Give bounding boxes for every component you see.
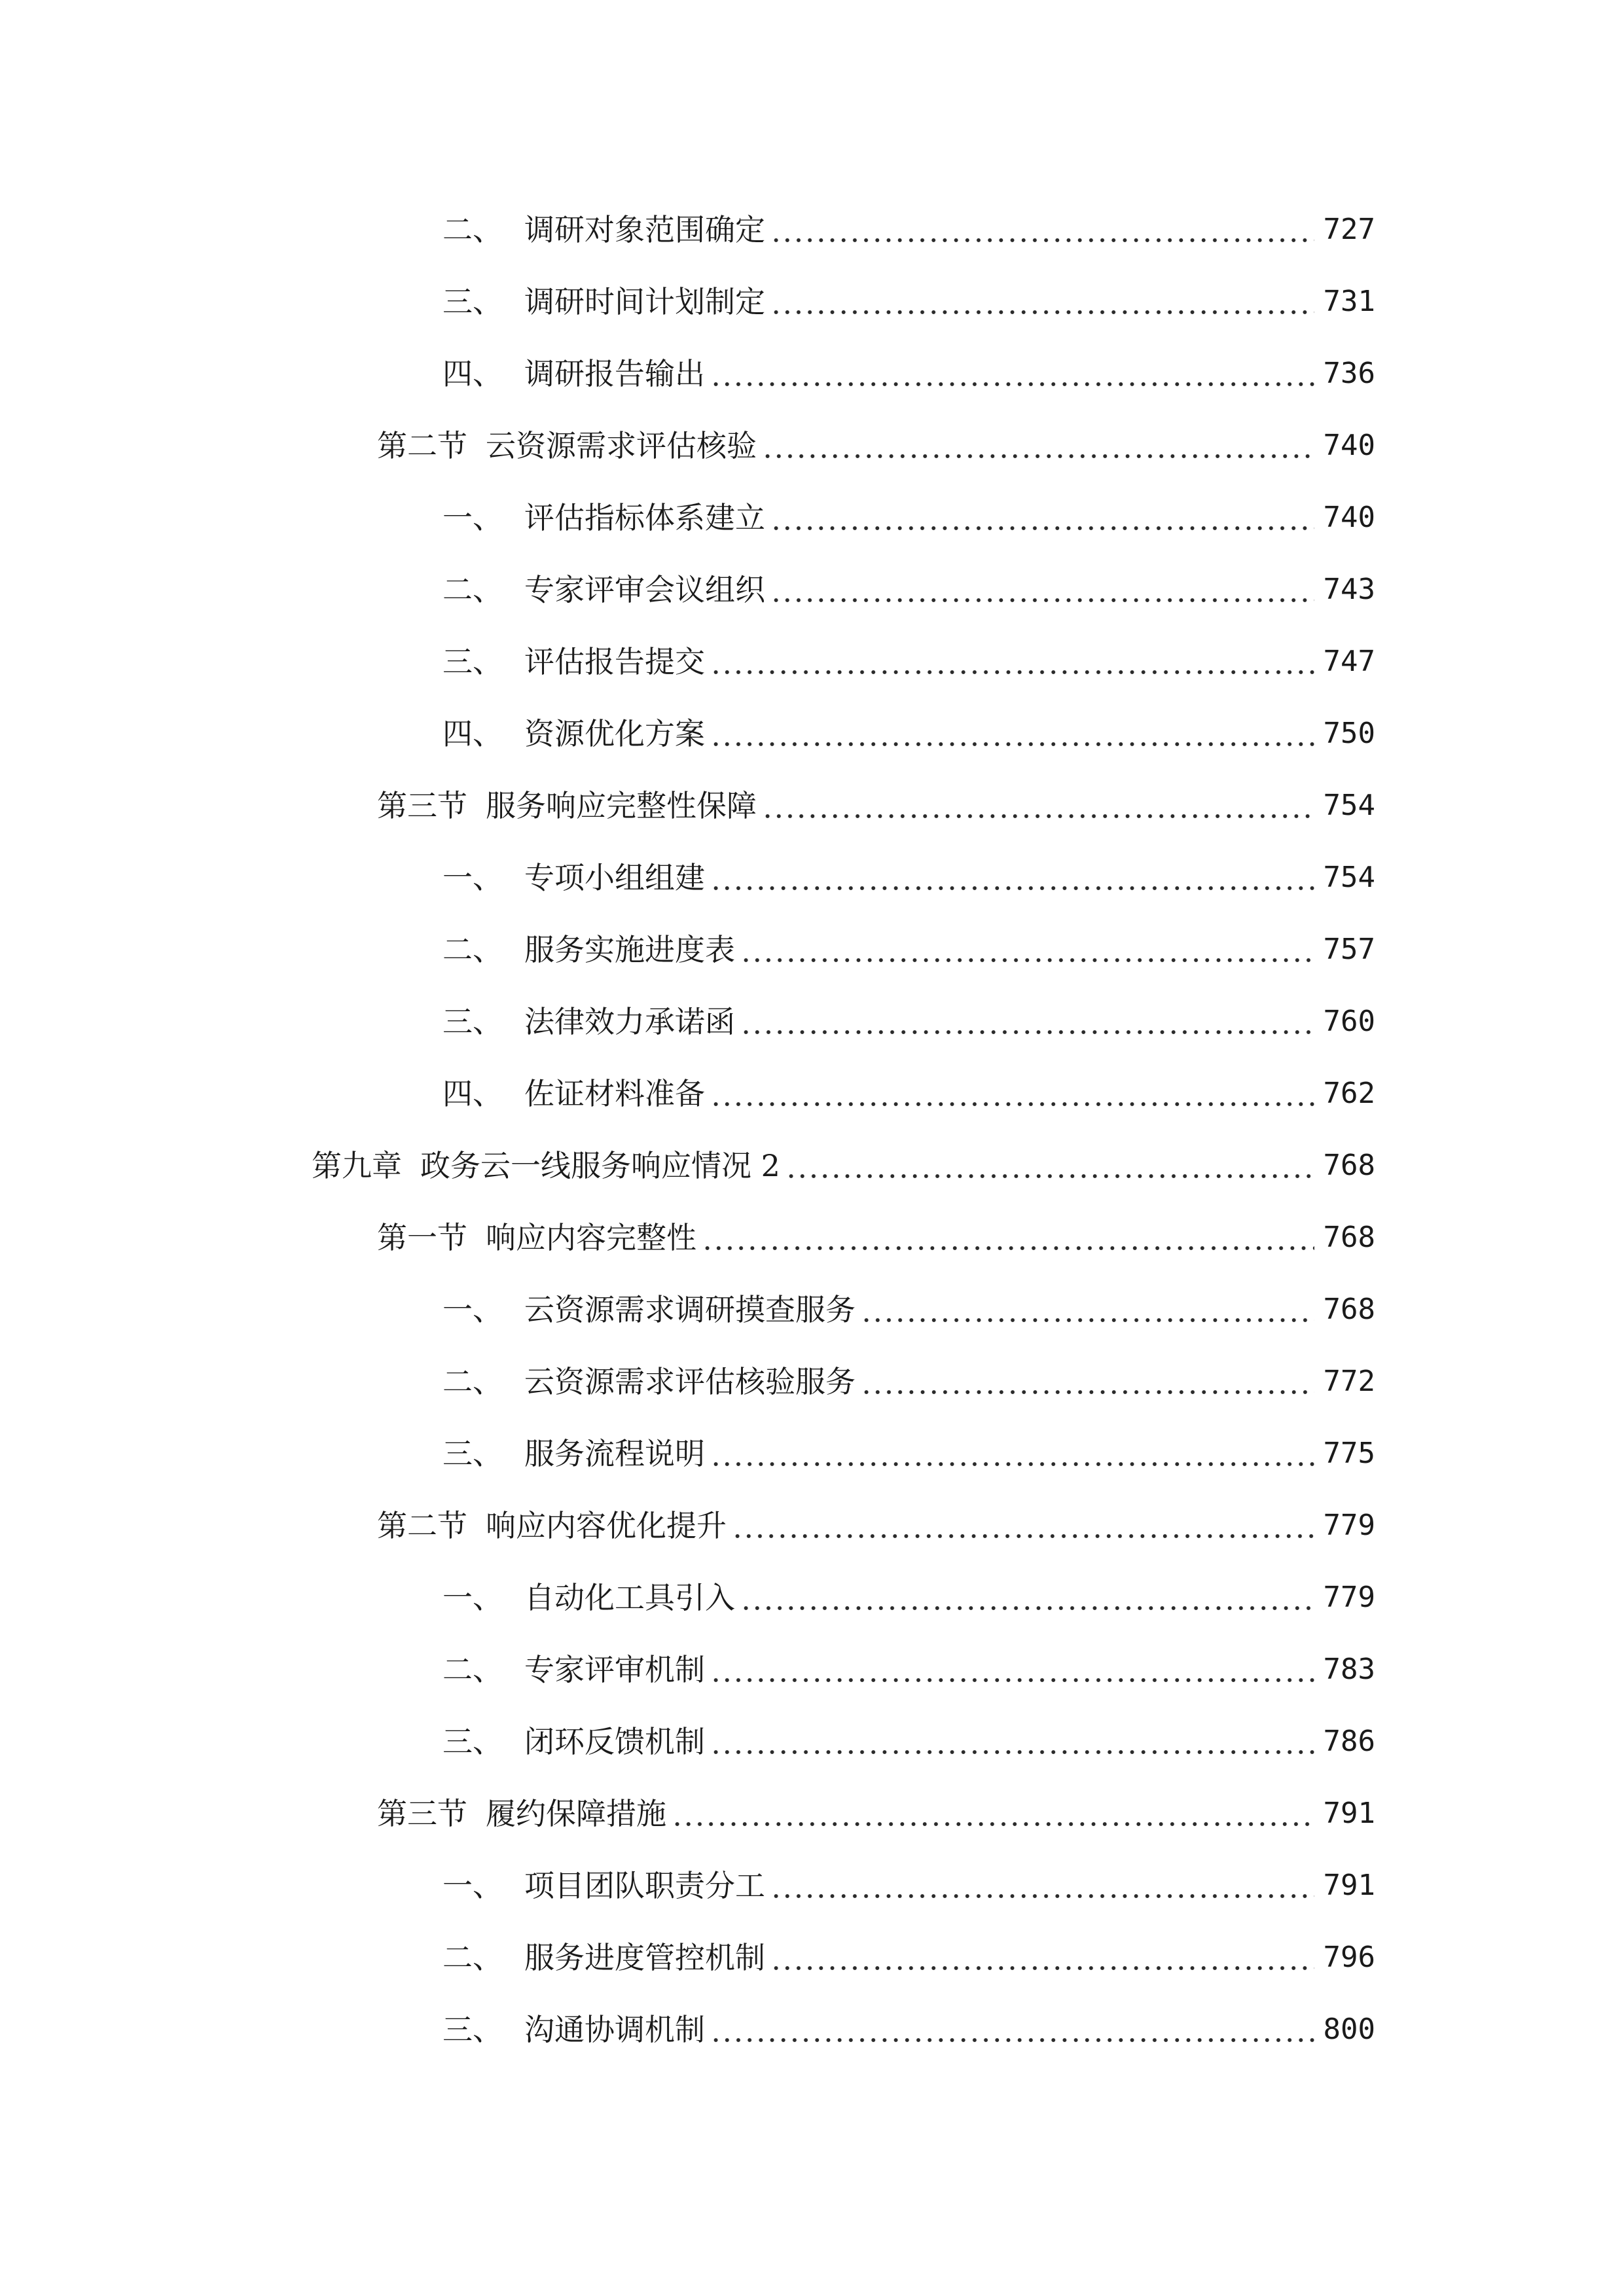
toc-entry-page: 731 [1323,285,1375,318]
toc-entry[interactable] [377,1503,1375,1549]
toc-entry-page: 736 [1323,357,1375,390]
toc-entry[interactable] [377,1215,1375,1261]
toc-entry-number: 三、 [442,644,503,679]
toc-entry-title: 资源优化方案 [524,716,705,751]
dot-leader [740,1575,1314,1621]
toc-entry-title: 调研时间计划制定 [524,284,765,319]
toc-entry-title: 法律效力承诺函 [524,1004,735,1039]
toc-entry-number: 二、 [442,572,503,607]
toc-entry-number: 三、 [442,1436,503,1471]
dot-leader [710,711,1314,757]
toc-entry-page: 740 [1323,501,1375,534]
dot-leader [770,567,1314,613]
toc-entry-number: 四、 [442,1076,503,1111]
toc-entry-title: 服务进度管控机制 [524,1940,765,1975]
toc-entry-title: 响应内容优化提升 [486,1508,727,1543]
dot-leader [710,2007,1314,2053]
toc-entry[interactable] [442,1863,1375,1909]
toc-entry-title: 调研报告输出 [524,356,705,391]
toc-entry-title: 调研对象范围确定 [524,212,765,247]
toc-entry-number: 三、 [442,284,503,319]
toc-entry[interactable] [442,2007,1375,2053]
toc-entry-number: 二、 [442,932,503,967]
toc-entry-page: 768 [1323,1221,1375,1254]
toc-entry-page: 796 [1323,1941,1375,1974]
toc-entry-title: 云资源需求评估核验 [486,428,757,463]
toc-entry-number: 二、 [442,1940,503,1975]
dot-leader [762,423,1314,469]
toc-entry[interactable] [377,783,1375,829]
dot-leader [785,1143,1314,1189]
dot-leader [770,207,1314,253]
toc-entry-number: 四、 [442,716,503,751]
toc-entry-page: 800 [1323,2013,1375,2046]
toc-entry-page: 743 [1323,573,1375,606]
toc-entry-number: 一、 [442,1580,503,1615]
toc-entry-page: 750 [1323,717,1375,750]
dot-leader [710,639,1314,685]
toc-entry-number: 一、 [442,1868,503,1903]
toc-entry-number: 第九章 [312,1148,402,1183]
toc-entry-title: 服务响应完整性保障 [486,788,757,823]
toc-entry[interactable] [442,1935,1375,1981]
toc-entry[interactable] [442,711,1375,757]
dot-leader [770,279,1314,325]
toc-entry-page: 772 [1323,1365,1375,1398]
toc-entry[interactable] [442,1359,1375,1405]
dot-leader [710,1431,1314,1477]
toc-entry-page: 740 [1323,429,1375,462]
toc-entry-number: 第二节 [377,428,467,463]
toc-entry-title: 专家评审会议组织 [524,572,765,607]
dot-leader [710,351,1314,397]
toc-entry-page: 783 [1323,1653,1375,1686]
toc-entry-title: 云资源需求调研摸查服务 [524,1292,856,1327]
toc-entry-number: 一、 [442,500,503,535]
dot-leader [702,1215,1314,1261]
toc-entry[interactable] [442,927,1375,973]
toc-entry-number: 第三节 [377,788,467,823]
dot-leader [861,1287,1314,1333]
toc-entry[interactable] [377,1791,1375,1837]
toc-entry[interactable] [442,1287,1375,1333]
dot-leader [740,999,1314,1045]
toc-entry[interactable] [442,1719,1375,1765]
toc-entry-page: 754 [1323,861,1375,894]
toc-entry[interactable] [442,351,1375,397]
toc-entry-title: 评估报告提交 [524,644,705,679]
toc-entry-page: 779 [1323,1581,1375,1614]
dot-leader [770,495,1314,541]
toc-entry-number: 第一节 [377,1220,467,1255]
toc-entry-page: 775 [1323,1437,1375,1470]
dot-leader [710,1071,1314,1117]
toc-entry-page: 768 [1323,1149,1375,1182]
toc-entry-page: 762 [1323,1077,1375,1110]
toc-entry-title: 政务云一线服务响应情况 2 [420,1148,780,1183]
dot-leader [770,1863,1314,1909]
toc-entry[interactable] [442,1647,1375,1693]
toc-entry[interactable] [442,639,1375,685]
toc-entry-title: 服务实施进度表 [524,932,735,967]
toc-entry[interactable] [312,1143,1375,1189]
toc-entry-title: 服务流程说明 [524,1436,705,1471]
dot-leader [861,1359,1314,1405]
toc-entry[interactable] [442,279,1375,325]
dot-leader [740,927,1314,973]
toc-entry[interactable] [442,567,1375,613]
toc-entry-page: 791 [1323,1797,1375,1830]
toc-entry-title: 专项小组组建 [524,860,705,895]
toc-entry-number: 一、 [442,860,503,895]
toc-entry-title: 项目团队职责分工 [524,1868,765,1903]
dot-leader [762,783,1314,829]
toc-entry[interactable] [442,999,1375,1045]
toc-entry-page: 727 [1323,213,1375,246]
toc-entry-title: 闭环反馈机制 [524,1724,705,1759]
toc-entry-number: 四、 [442,356,503,391]
toc-entry-number: 一、 [442,1292,503,1327]
toc-entry-page: 768 [1323,1293,1375,1326]
toc-entry[interactable] [442,495,1375,541]
dot-leader [710,1647,1314,1693]
toc-entry-title: 专家评审机制 [524,1652,705,1687]
toc-entry-page: 791 [1323,1869,1375,1902]
toc-entry[interactable] [442,855,1375,901]
toc-entry-title: 云资源需求评估核验服务 [524,1364,856,1399]
dot-leader [710,855,1314,901]
toc-entry-title: 响应内容完整性 [486,1220,696,1255]
toc-entry-title: 评估指标体系建立 [524,500,765,535]
toc-entry-number: 第三节 [377,1796,467,1831]
toc-entry[interactable] [442,1071,1375,1117]
toc-entry[interactable] [442,1575,1375,1621]
toc-entry-page: 754 [1323,789,1375,822]
toc-entry-page: 779 [1323,1509,1375,1542]
toc-entry-page: 747 [1323,645,1375,678]
toc-entry-number: 三、 [442,2012,503,2047]
toc-entry-page: 757 [1323,933,1375,966]
toc-entry-title: 履约保障措施 [486,1796,666,1831]
toc-entry-title: 佐证材料准备 [524,1076,705,1111]
dot-leader [710,1719,1314,1765]
toc-entry-title: 自动化工具引入 [524,1580,735,1615]
toc-entry-page: 760 [1323,1005,1375,1038]
toc-entry-number: 二、 [442,1652,503,1687]
toc-entry-number: 二、 [442,212,503,247]
toc-entry[interactable] [442,207,1375,253]
dot-leader [770,1935,1314,1981]
toc-entry[interactable] [442,1431,1375,1477]
dot-leader [732,1503,1314,1549]
toc-entry[interactable] [377,423,1375,469]
dot-leader [672,1791,1314,1837]
toc-entry-number: 第二节 [377,1508,467,1543]
toc-entry-number: 三、 [442,1004,503,1039]
toc-entry-title: 沟通协调机制 [524,2012,705,2047]
toc-entry-number: 二、 [442,1364,503,1399]
toc-entry-page: 786 [1323,1725,1375,1758]
toc-entry-number: 三、 [442,1724,503,1759]
